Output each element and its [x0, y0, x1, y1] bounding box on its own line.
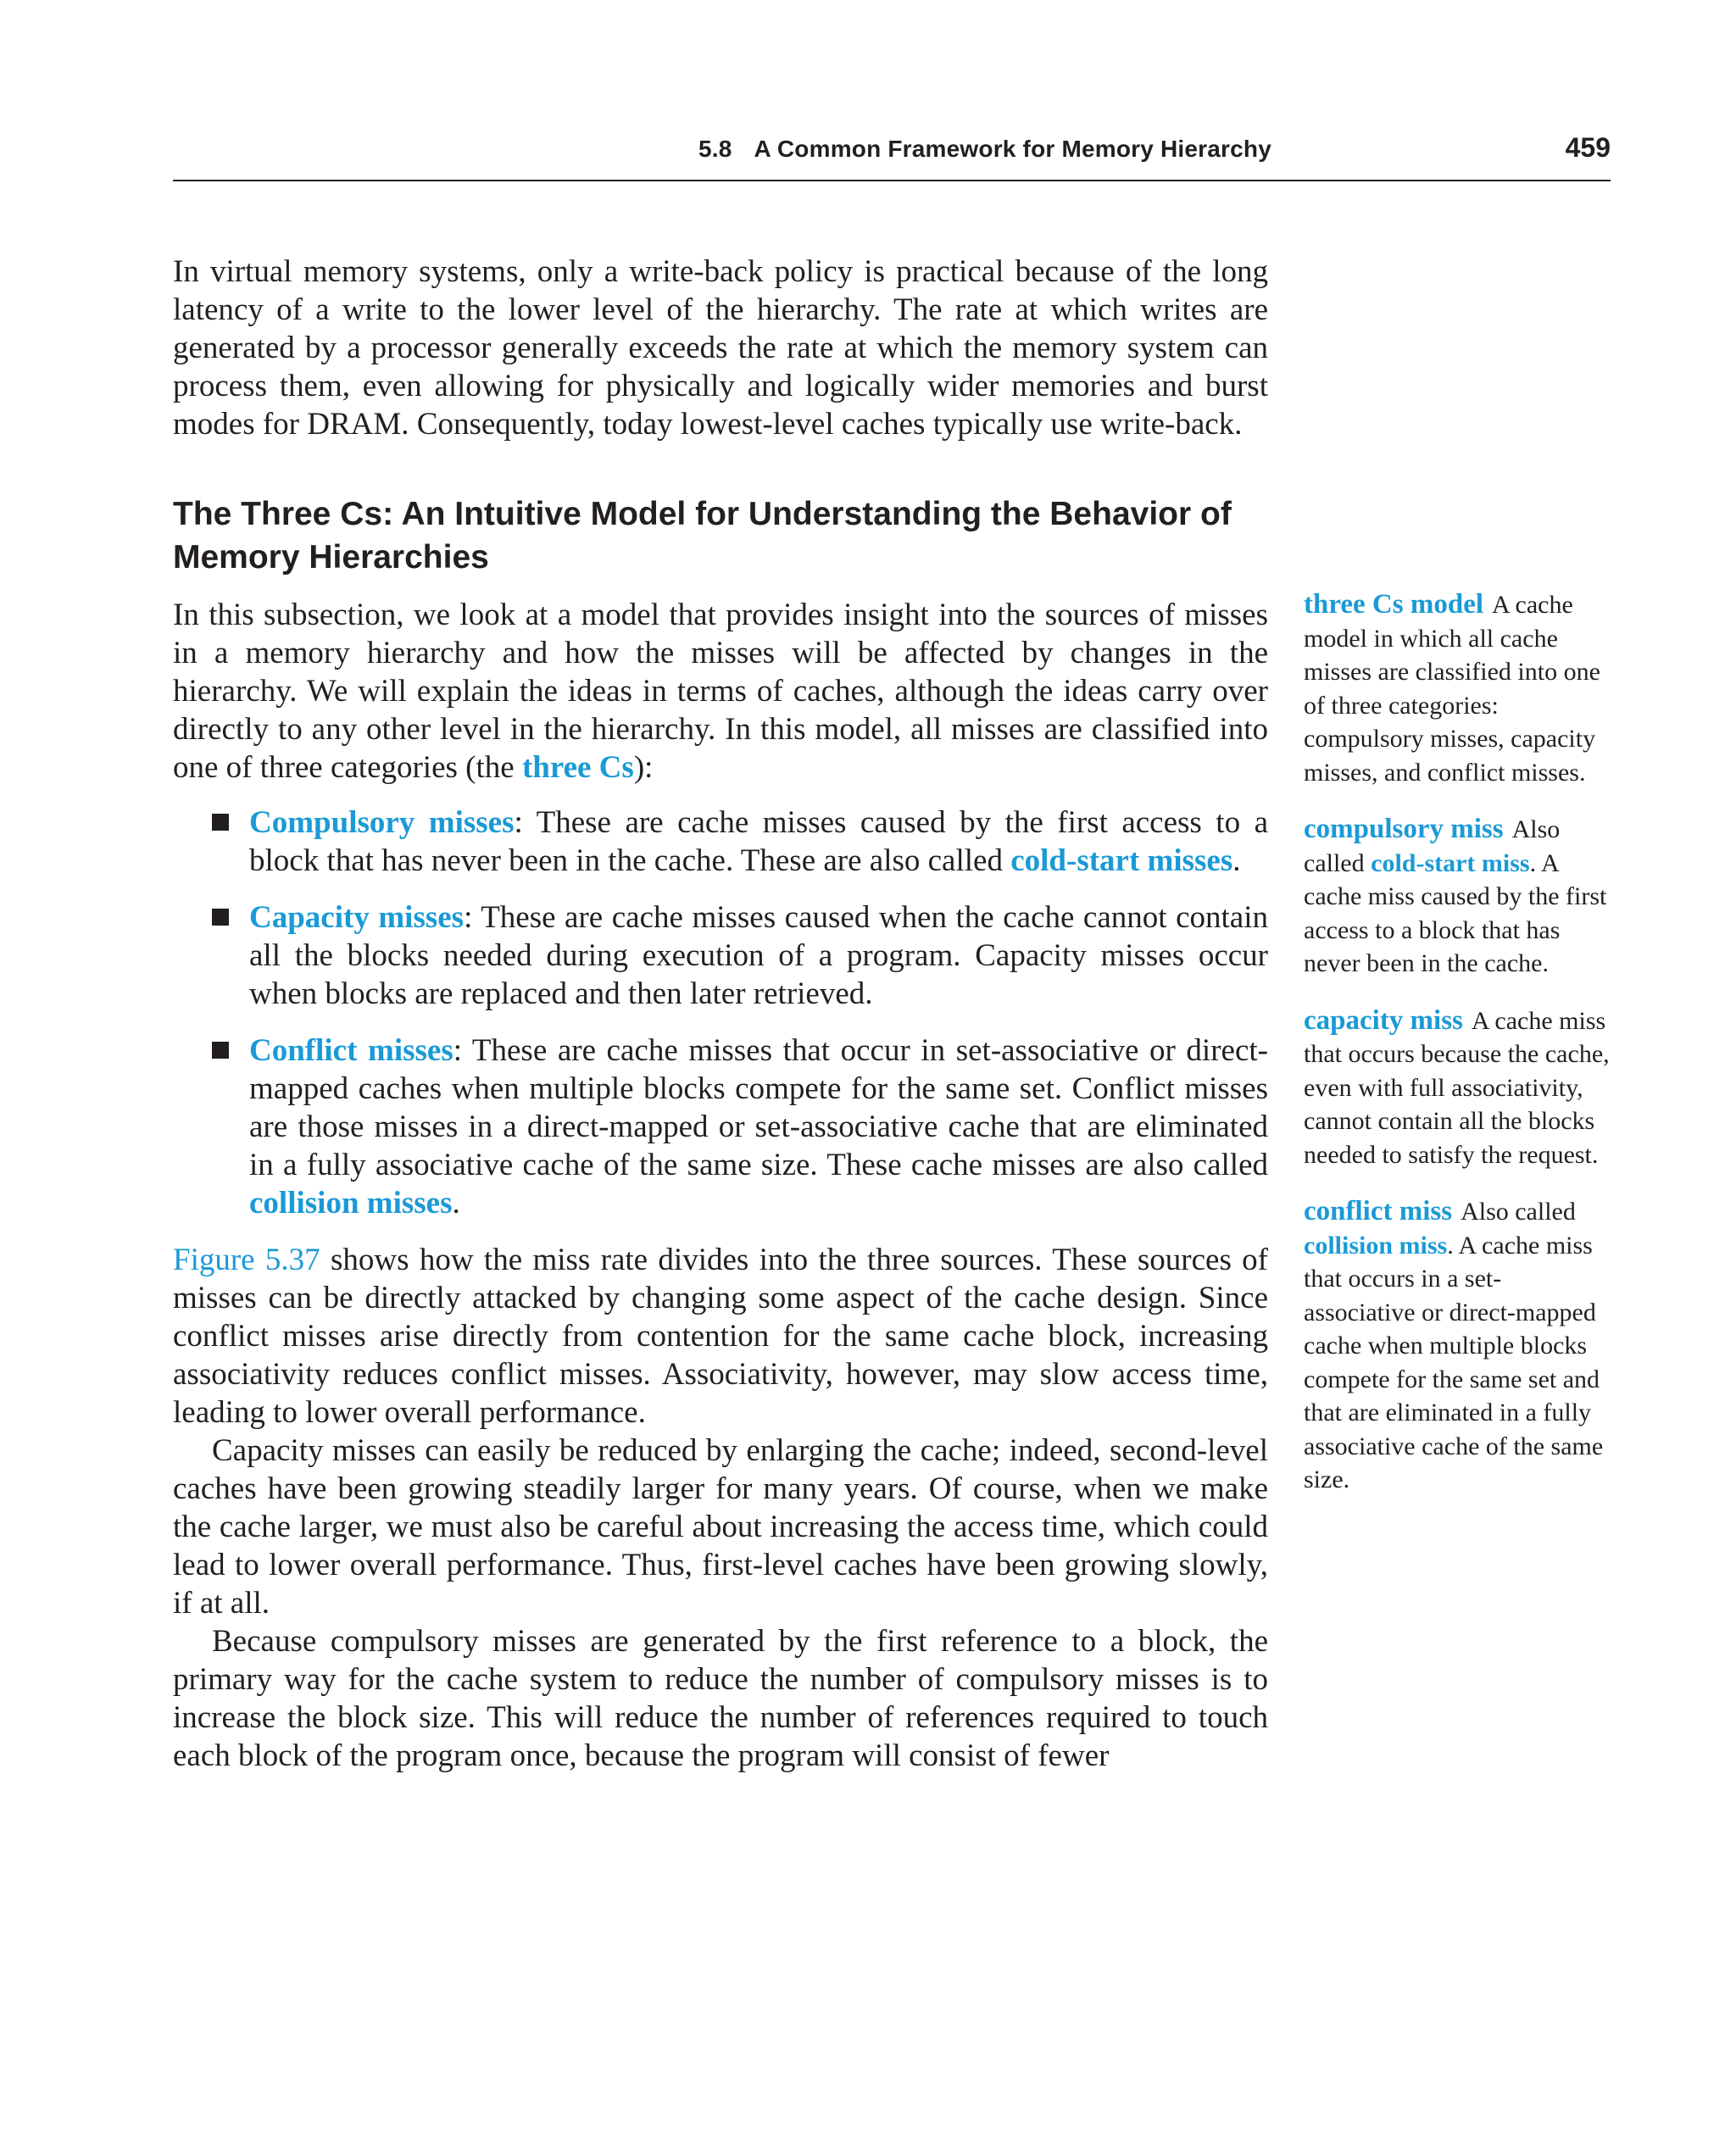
keyword-collision-misses: collision misses [249, 1186, 453, 1221]
keyword-three-cs: three Cs [521, 750, 634, 785]
model-text-after: ): [633, 750, 654, 785]
margin-glossary [1304, 588, 1611, 1521]
glossary-definition-rest: . A cache miss caused by the first access to a block that has never been in the cache. [1304, 848, 1607, 977]
glossary-entry-compulsory-miss [1304, 813, 1611, 981]
square-bullet-icon [212, 1042, 229, 1059]
glossary-definition: A cache miss that occurs because the cache, even with full associativity, cannot contain all the blocks needed to satisfy the request. [1304, 1006, 1610, 1169]
list-item-conflict [173, 1032, 1268, 1222]
figure-paragraph-text: shows how the miss rate divides into the three sources. These sources of misses can be directly attacked by changing some aspect of the cache design. Since conflict misses arise directly from contention for the same cache block, increasing associativity reduces conflict misses. Associativity, however, may slow access time, leading to lower overall performance. [173, 1243, 1268, 1430]
keyword-conflict-misses: Conflict misses [249, 1033, 453, 1068]
section-title: A Common Framework for Memory Hierarchy [754, 136, 1271, 162]
square-bullet-icon [212, 909, 229, 926]
bullet-end: . [452, 1186, 460, 1221]
list-item-capacity [173, 898, 1268, 1013]
page-number: 459 [1565, 132, 1611, 163]
model-paragraph [173, 596, 1268, 787]
glossary-entry-three-cs-model [1304, 588, 1611, 789]
bullet-text [249, 1032, 1268, 1222]
main-text-column [173, 253, 1268, 1775]
glossary-entry-capacity-miss [1304, 1004, 1611, 1172]
bullet-body: : These are cache misses caused when the cache cannot contain all the blocks needed during execution of a program. Capacity misses occur when blocks are replaced and then later retrieved. [249, 900, 1268, 1011]
glossary-term: compulsory miss [1304, 814, 1504, 844]
capacity-paragraph: Capacity misses can easily be reduced by enlarging the cache; indeed, second-level caches have been growing steadily larger for many years. Of course, when we make the cache larger, we must also be careful about increasing the access time, which could lead to lower overall performance. Thus, first-level caches have been growing slowly, if at all. [173, 1433, 1268, 1621]
intro-paragraph: In virtual memory systems, only a write-back policy is practical because of the long latency of a write to the lower level of the hierarchy. The rate at which writes are generated by a processor generally exceeds the rate at which the memory system can process them, even allowing for physically and logically wider memories and burst modes for DRAM. Consequently, today lowest-level caches typically use write-back. [173, 254, 1268, 442]
glossary-definition-rest: . A cache miss that occurs in a set-associative or direct-mapped cache when multiple blocks compete for the same set and that are eliminated in a fully associative cache of the same size. [1304, 1231, 1604, 1493]
keyword-cold-start-misses: cold-start misses [1010, 843, 1233, 878]
section-heading [698, 136, 1271, 163]
list-item-compulsory [173, 804, 1268, 880]
square-bullet-icon [212, 814, 229, 831]
keyword-compulsory-misses: Compulsory misses [249, 805, 515, 840]
keyword-capacity-misses: Capacity misses [249, 900, 465, 935]
glossary-entry-conflict-miss [1304, 1195, 1611, 1497]
running-head [173, 129, 1611, 181]
bullet-body: : These are cache misses caused by the first access to a block that has never been in the cache. These are also called [249, 805, 1268, 878]
glossary-definition: A cache model in which all cache misses are classified into one of three categories: compulsory misses, capacity misses, and conflict misses. [1304, 591, 1600, 787]
subsection-heading: The Three Cs: An Intuitive Model for Understanding the Behavior of Memory Hierarchies [173, 496, 1232, 576]
compulsory-paragraph: Because compulsory misses are generated by the first reference to a block, the primary way for the cache system to reduce the number of compulsory misses is to increase the block size. This will reduce the number of references required to touch each block of the program once, because the program will consist of fewer [173, 1624, 1268, 1773]
bullet-text [249, 804, 1268, 880]
model-text-before: In this subsection, we look at a model that provides insight into the sources of misses in a memory hierarchy and how the misses will be affected by changes in the hierarchy. We will explain the ideas in terms of caches, although the ideas carry over directly to any other level in the hierarchy. In this model, all misses are classified into one of three categories (the [173, 598, 1268, 785]
bullet-end: . [1232, 843, 1241, 878]
glossary-alt-term: cold-start miss [1371, 848, 1530, 877]
section-number: 5.8 [698, 136, 732, 162]
figure-reference-link[interactable]: Figure 5.37 [173, 1243, 320, 1277]
glossary-definition: Also called [1461, 1198, 1576, 1226]
glossary-term: three Cs model [1304, 589, 1484, 620]
bullet-text [249, 898, 1268, 1013]
miss-type-list [173, 804, 1268, 1222]
glossary-alt-term: collision miss [1304, 1231, 1448, 1260]
glossary-term: conflict miss [1304, 1196, 1453, 1226]
figure-paragraph [173, 1241, 1268, 1432]
glossary-term: capacity miss [1304, 1004, 1463, 1036]
glossary-definition: Also called [1304, 815, 1561, 877]
bullet-body: : These are cache misses that occur in set-associative or direct-mapped caches when multiple blocks compete for the same set. Conflict misses are those misses in a direct-mapped or set-associative cache that are eliminated in a fully associative cache of the same size. These cache misses are also called [249, 1033, 1268, 1182]
